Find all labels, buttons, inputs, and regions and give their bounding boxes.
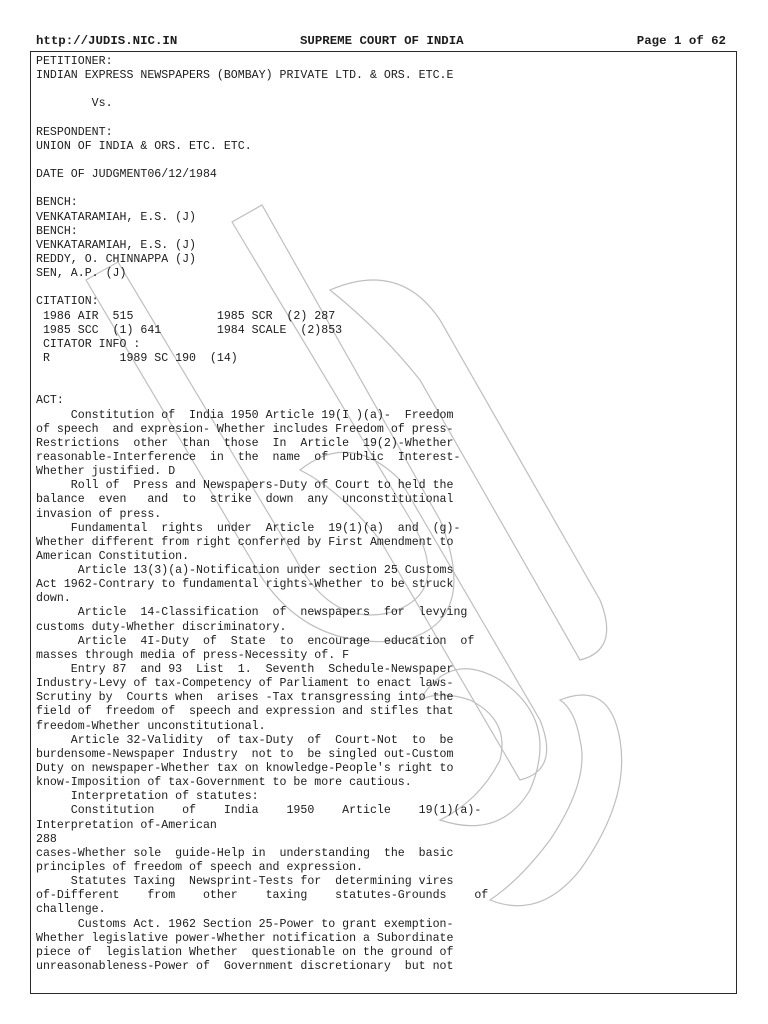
text-line: Whether different from right conferred by First Amendment to [36, 535, 454, 549]
text-line: Article 32-Validity of tax-Duty of Court-Not to be [36, 733, 454, 747]
text-line: customs duty-Whether discriminatory. [36, 620, 287, 634]
text-line: burdensome-Newspaper Industry not to be singled out-Custom [36, 747, 454, 761]
text-line: R 1989 SC 190 (14) [36, 351, 238, 365]
text-line [36, 154, 506, 168]
text-line: UNION OF INDIA & ORS. ETC. ETC. [36, 139, 252, 153]
text-line: of speech and expresion- Whether includes Freedom of press- [36, 422, 454, 436]
text-line: BENCH: [36, 224, 78, 238]
text-line: balance even and to strike down any unconstitutional [36, 493, 454, 507]
text-line: freedom-Whether unconstitutional. [36, 719, 266, 733]
text-line: DATE OF JUDGMENT06/12/1984 [36, 168, 217, 182]
page-header [36, 34, 726, 50]
text-line: invasion of press. [36, 507, 162, 521]
text-line: VENKATARAMIAH, E.S. (J) [36, 238, 197, 252]
text-line: Statutes Taxing Newsprint-Tests for determining vires [36, 875, 454, 889]
text-line [36, 281, 506, 295]
page-number: Page 1 of 62 [636, 34, 726, 48]
text-line: down. [36, 592, 71, 606]
text-line: cases-Whether sole guide-Help in understanding the basic [36, 846, 454, 860]
text-line: SEN, A.P. (J) [36, 267, 127, 281]
text-line: Interpretation of statutes: [36, 790, 259, 804]
text-line: Act 1962-Contrary to fundamental rights-Whether to be struck [36, 578, 454, 592]
source-url[interactable]: http://JUDIS.NIC.IN [36, 34, 178, 48]
text-line: piece of legislation Whether questionable on the ground of [36, 945, 454, 959]
text-line: 288 [36, 832, 57, 846]
text-line: 1985 SCC (1) 641 1984 SCALE (2)853 [36, 323, 343, 337]
text-line: reasonable-Interference in the name of Public Interest- [36, 450, 461, 464]
text-line: know-Imposition of tax-Government to be more cautious. [36, 776, 412, 790]
text-line [36, 182, 506, 196]
text-line: Scrutiny by Courts when arises -Tax transgressing into the [36, 691, 454, 705]
text-line: INDIAN EXPRESS NEWSPAPERS (BOMBAY) PRIVATE LTD. & ORS. ETC.E [36, 69, 454, 83]
judgment-text [36, 55, 506, 974]
text-line [36, 83, 506, 97]
text-line: Whether justified. D [36, 465, 176, 479]
text-line: Whether legislative power-Whether notification a Subordinate [36, 931, 454, 945]
text-line: Constitution of India 1950 Article 19(1)(a)- [36, 804, 482, 818]
text-line: Restrictions other than those In Article 19(2)-Whether [36, 436, 454, 450]
text-line: REDDY, O. CHINNAPPA (J) [36, 252, 197, 266]
text-line: masses through media of press-Necessity of. F [36, 648, 350, 662]
court-name: SUPREME COURT OF INDIA [300, 34, 464, 48]
text-line: Vs. [36, 97, 113, 111]
text-line: American Constitution. [36, 549, 190, 563]
text-line: BENCH: [36, 196, 78, 210]
text-line: Article 14-Classification of newspapers for levying [36, 606, 468, 620]
text-line: ACT: [36, 394, 64, 408]
text-line: Interpretation of-American [36, 818, 217, 832]
text-line: CITATION: [36, 295, 99, 309]
text-line: Article 4I-Duty of State to encourage education of [36, 634, 475, 648]
text-line: VENKATARAMIAH, E.S. (J) [36, 210, 197, 224]
text-line [36, 112, 506, 126]
text-line: 1986 AIR 515 1985 SCR (2) 287 [36, 309, 336, 323]
text-line: Article 13(3)(a)-Notification under section 25 Customs [36, 564, 454, 578]
text-line [36, 380, 506, 394]
text-line: Fundamental rights under Article 19(1)(a) and (g)- [36, 521, 461, 535]
text-line: Entry 87 and 93 List 1. Seventh Schedule-Newspaper [36, 663, 454, 677]
text-line: Customs Act. 1962 Section 25-Power to grant exemption- [36, 917, 454, 931]
text-line: Constitution of India 1950 Article 19(I )(a)- Freedom [36, 408, 454, 422]
text-line: Roll of Press and Newspapers-Duty of Court to held the [36, 479, 454, 493]
text-line: challenge. [36, 903, 106, 917]
text-line: of-Different from other taxing statutes-Grounds of [36, 889, 489, 903]
text-line: field of freedom of speech and expression and stifles that [36, 705, 454, 719]
text-line: principles of freedom of speech and expression. [36, 861, 363, 875]
text-line [36, 366, 506, 380]
text-line: RESPONDENT: [36, 125, 113, 139]
text-line: CITATOR INFO : [36, 337, 141, 351]
text-line: Industry-Levy of tax-Competency of Parliament to enact laws- [36, 677, 454, 691]
text-line: unreasonableness-Power of Government discretionary but not [36, 960, 454, 973]
text-line: Duty on newspaper-Whether tax on knowledge-People's right to [36, 762, 454, 776]
text-line: PETITIONER: [36, 55, 113, 68]
